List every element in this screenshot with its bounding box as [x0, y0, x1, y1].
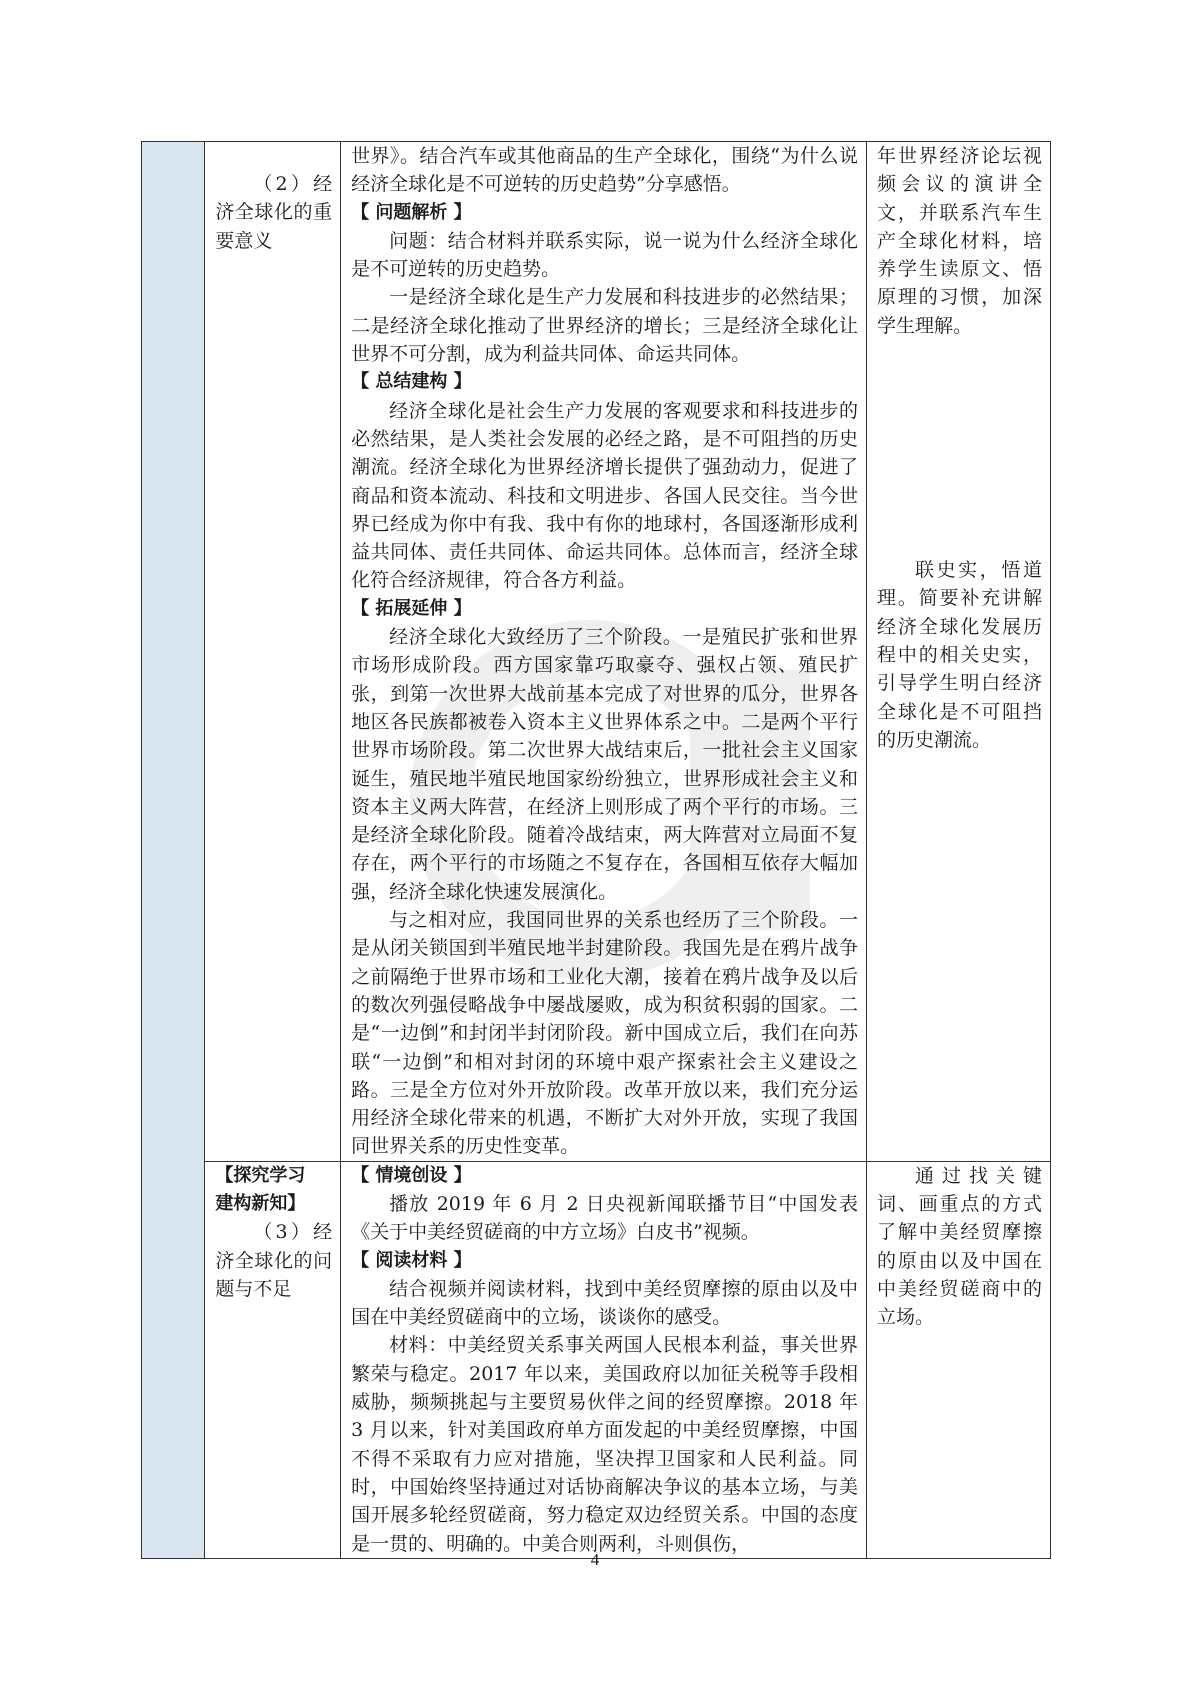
paragraph: 结合视频并阅读材料，找到中美经贸摩擦的原由以及中国在中美经贸磋商中的立场，谈谈你的感受。 — [351, 1277, 858, 1329]
paragraph: 与之相对应，我国同世界的关系也经历了三个阶段。一是从闭关锁国到半殖民地半封建阶段。我国先是在鸦片战争之前隔绝于世界市场和工业化大潮，接着在鸦片战争及以后的数次列强侵略战争中屡战屡败，成为积贫积弱的国家。二是“一边倒”和封闭半封闭阶段。新中国成立后，我们在向苏联“一边倒”和相对封闭的环境中艰产探索社会主义建设之路。三是全方位对外开放阶段。改革开放以来，我们充分运用经济全球化带来的机遇，不断扩大对外开放，实现了我国同世界关系的历史性变革。 — [351, 909, 858, 1158]
paragraph: 播放 2019 年 6 月 2 日央视新闻联播节目“中国发表《关于中美经贸磋商的中方立场》白皮书”视频。 — [351, 1192, 858, 1244]
stage-column-shaded — [142, 142, 205, 1559]
page-number: 4 — [590, 1550, 600, 1569]
stage-label: 建构新知】 — [215, 1192, 306, 1214]
section-subheading: 【 拓展延伸 】 — [351, 597, 472, 619]
section-cell — [205, 142, 341, 1162]
paragraph: 经济全球化大致经历了三个阶段。一是殖民扩张和世界市场形成阶段。西方国家靠巧取豪夺、强权占领、殖民扩张，到第一次世界大战前基本完成了对世界的瓜分，世界各地区各民族都被卷入资本主义世界体系之中。二是两个平行世界市场阶段。第二次世界大战结束后，一批社会主义国家诞生，殖民地半殖民地国家纷纷独立，世界形成社会主义和资本主义两大阵营，在经济上则形成了两个平行的市场。三是经济全球化阶段。随着冷战结束，两大阵营对立局面不复存在，两个平行的市场随之不复存在，各国相互依存大幅加强，经济全球化快速发展演化。 — [351, 626, 858, 903]
paragraph: 世界》。结合汽车或其他商品的生产全球化，围绕“为什么说经济全球化是不可逆转的历史趋势”分享感悟。 — [351, 145, 858, 196]
section-heading: （3）经济全球化的问题与不足 — [215, 1221, 333, 1300]
intent-note: 通过找关键词、画重点的方式了解中美经贸摩擦的原由以及中国在中美经贸磋商中的立场。 — [876, 1164, 1042, 1329]
section-subheading: 【 情境创设 】 — [351, 1164, 472, 1186]
activity-content — [341, 142, 866, 1161]
table-row — [142, 1161, 1051, 1558]
lesson-plan-table — [141, 141, 1051, 1559]
paragraph: 经济全球化是社会生产力发展的客观要求和科技进步的必然结果，是人类社会发展的必经之路，是不可阻挡的历史潮流。经济全球化为世界经济增长提供了强劲动力，促进了商品和资本流动、科技和文明进步、各国人民交往。当今世界已经成为你中有我、我中有你的地球村，各国逐渐形成利益共同体、责任共同体、命运共同体。总体而言，经济全球化符合经济规律，符合各方利益。 — [351, 399, 858, 592]
section-subheading: 【 阅读材料 】 — [351, 1249, 472, 1271]
section-subheading: 【 总结建构 】 — [351, 371, 472, 393]
table-row — [142, 142, 1051, 1162]
intent-cell — [866, 142, 1050, 1162]
intent-note: 年世界经济论坛视频会议的演讲全文，并联系汽车生产全球化材料，培养学生读原文、悟原理的习惯，加深学生理解。 — [876, 145, 1042, 337]
paragraph: 一是经济全球化是生产力发展和科技进步的必然结果；二是经济全球化推动了世界经济的增长；三是经济全球化让世界不可分割，成为利益共同体、命运共同体。 — [351, 286, 858, 366]
section-cell — [205, 1161, 341, 1558]
intent-note: 联史实，悟道理。简要补充讲解经济全球化发展历程中的相关史实，引导学生明白经济全球化是不可阻挡的历史潮流。 — [876, 559, 1042, 751]
stage-label: 【探究学习 — [215, 1164, 306, 1186]
paragraph: 问题：结合材料并联系实际，说一说为什么经济全球化是不可逆转的历史趋势。 — [351, 229, 858, 281]
section-heading: （2）经济全球化的重要意义 — [215, 173, 333, 252]
activity-cell — [341, 1161, 867, 1558]
activity-content — [341, 1162, 866, 1558]
intent-cell — [866, 1161, 1050, 1558]
spacer — [877, 340, 1042, 556]
activity-cell — [341, 142, 867, 1162]
section-subheading: 【 问题解析 】 — [351, 201, 472, 223]
paragraph: 材料：中美经贸关系事关两国人民根本利益，事关世界繁荣与稳定。2017 年以来，美国政府以加征关税等手段相威胁，频频挑起与主要贸易伙伴之间的经贸摩擦。2018 年 3 月以来，针对美国政府单方面发起的中美经贸摩擦，中国不得不采取有力应对措施，坚决捍卫国家和人民利益。同时，中国始终坚持通过对话协商解决争议的基本立场，与美国开展多轮经贸磋商，努力稳定双边经贸关系。中国的态度是一贯的、明确的。中美合则两利，斗则俱伤， — [351, 1334, 858, 1555]
